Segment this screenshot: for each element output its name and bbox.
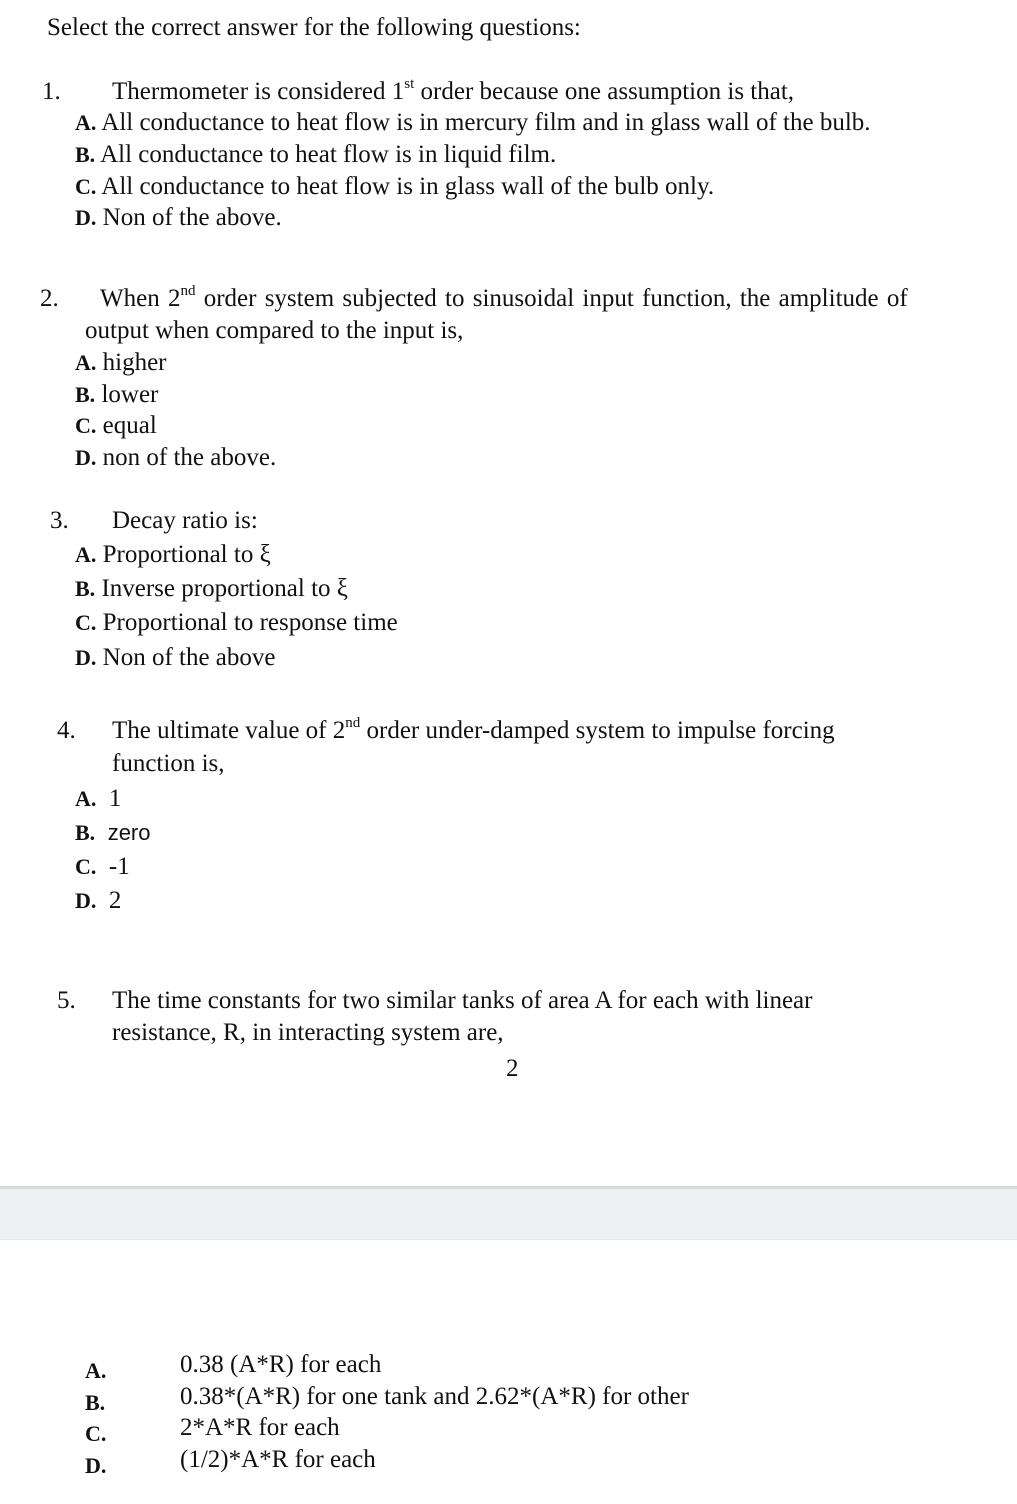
option-a[interactable] — [75, 108, 871, 138]
option-label: A. — [75, 110, 97, 135]
question-text-line: output when compared to the input is, — [85, 317, 464, 344]
question-text — [112, 716, 835, 746]
option-a[interactable] — [75, 348, 167, 378]
option-label: C. — [85, 1421, 107, 1446]
option-label: C. — [75, 174, 97, 199]
option-label: A. — [75, 542, 97, 567]
option-text: 2*A*R for each — [180, 1414, 340, 1441]
option-text: Inverse proportional to ξ — [101, 575, 348, 602]
option-label: A. — [75, 786, 97, 811]
ordinal-suffix: nd — [345, 714, 361, 731]
question-text-line: resistance, R, in interacting system are, — [112, 1019, 504, 1046]
question-text — [112, 77, 794, 107]
option-text: non of the above. — [102, 444, 277, 471]
question-text-part: order under-damped system to impulse forcing — [360, 717, 835, 744]
option-d[interactable] — [75, 203, 282, 233]
question-text-part: Thermometer is considered 1 — [112, 78, 405, 105]
option-b[interactable] — [75, 574, 348, 604]
option-d[interactable] — [75, 643, 276, 673]
option-c[interactable] — [75, 852, 130, 882]
option-a[interactable] — [75, 784, 121, 814]
page-number: 2 — [506, 1055, 519, 1082]
page-title: Select the correct answer for the following questions: — [47, 14, 581, 41]
option-a[interactable] — [75, 540, 271, 570]
question-number: 2. — [40, 285, 59, 312]
option-text: Proportional to ξ — [102, 541, 271, 568]
option-text: higher — [102, 349, 167, 376]
page-break — [0, 1186, 1017, 1240]
option-text: -1 — [108, 853, 130, 880]
question-text: Decay ratio is: — [112, 507, 258, 534]
option-label: B. — [75, 382, 96, 407]
option-text: 0.38 (A*R) for each — [180, 1351, 382, 1378]
option-text: equal — [102, 412, 157, 439]
option-text: 1 — [108, 785, 122, 812]
ordinal-suffix: st — [404, 75, 415, 92]
option-label: C. — [75, 413, 97, 438]
option-label: D. — [75, 205, 97, 230]
option-b[interactable] — [75, 818, 150, 848]
option-label: A. — [75, 350, 97, 375]
option-text: 2 — [108, 887, 122, 914]
option-text: (1/2)*A*R for each — [180, 1446, 376, 1473]
option-label: B. — [75, 576, 96, 601]
option-c[interactable] — [75, 172, 714, 202]
option-b[interactable] — [75, 140, 556, 170]
ordinal-suffix: nd — [180, 282, 196, 299]
option-label: A. — [85, 1358, 107, 1383]
option-text: All conductance to heat flow is in glass wall of the bulb only. — [101, 173, 715, 200]
option-label: B. — [75, 142, 96, 167]
option-c[interactable] — [75, 411, 157, 441]
question-text-part: order because one assumption is that, — [414, 78, 795, 105]
option-text: Non of the above — [102, 644, 276, 671]
option-text: All conductance to heat flow is in liquid film. — [100, 141, 557, 168]
option-b[interactable] — [75, 380, 158, 410]
option-text: Non of the above. — [102, 204, 282, 231]
option-label: C. — [75, 854, 97, 879]
question-text-line: function is, — [112, 750, 225, 777]
question-number: 5. — [57, 987, 76, 1014]
option-c[interactable] — [75, 608, 398, 638]
option-label: D. — [75, 445, 97, 470]
option-label: D. — [75, 888, 97, 913]
option-label: D. — [85, 1453, 107, 1478]
option-label: B. — [75, 820, 96, 845]
question-text-part: order system subjected to sinusoidal input function, the amplitude of — [195, 285, 908, 312]
option-label: D. — [75, 645, 97, 670]
option-text: lower — [101, 381, 159, 408]
question-text-part: When 2 — [100, 285, 181, 312]
option-label: C. — [75, 610, 97, 635]
question-number: 1. — [42, 78, 61, 105]
option-label: B. — [85, 1390, 106, 1415]
question-text: The time constants for two similar tanks of area A for each with linear — [112, 987, 813, 1014]
option-d[interactable] — [75, 886, 121, 916]
question-text-part: The ultimate value of 2 — [112, 717, 346, 744]
option-d[interactable] — [75, 443, 276, 473]
question-text — [100, 284, 908, 314]
option-text: All conductance to heat flow is in mercury film and in glass wall of the bulb. — [101, 109, 871, 136]
question-number: 3. — [50, 507, 69, 534]
option-text: Proportional to response time — [102, 609, 398, 636]
question-number: 4. — [57, 717, 76, 744]
option-text: 0.38*(A*R) for one tank and 2.62*(A*R) for other — [180, 1383, 689, 1410]
option-text: zero — [107, 820, 151, 845]
